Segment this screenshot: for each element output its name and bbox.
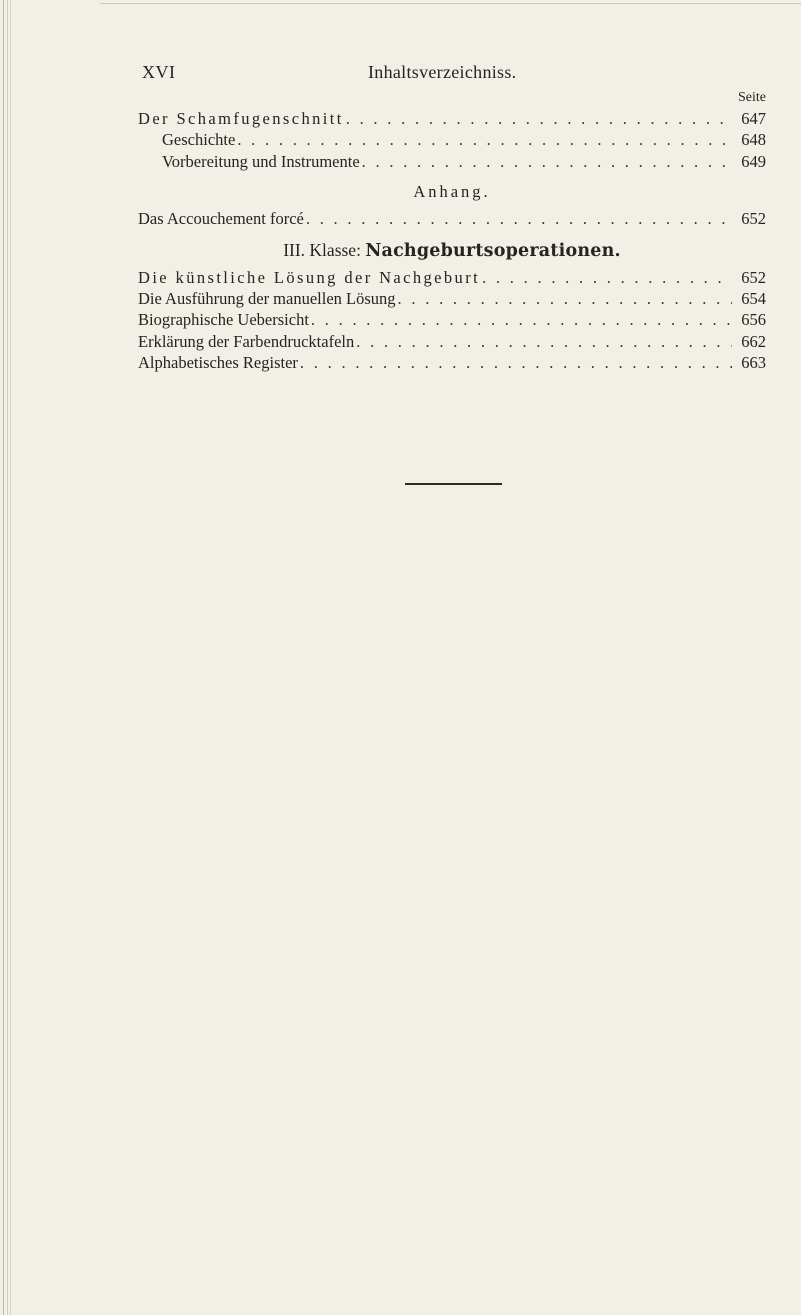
page-title: Inhaltsverzeichniss. <box>368 62 517 82</box>
page-edge-line <box>3 0 4 1315</box>
running-head <box>138 62 766 88</box>
dot-leader <box>311 309 732 330</box>
class-heading-name: Nachgeburtsoperationen. <box>365 240 621 261</box>
toc-entry-title: Erklärung der Farbendrucktafeln <box>138 331 355 351</box>
toc-entry-page: 652 <box>741 267 766 287</box>
toc-entry <box>138 352 766 373</box>
dot-leader <box>356 331 732 352</box>
toc-entry <box>138 331 766 352</box>
dot-leader <box>300 352 732 373</box>
toc-list <box>138 108 766 172</box>
toc-entry <box>138 309 766 330</box>
toc-entry-title: Der Schamfugenschnitt <box>138 109 344 128</box>
dot-leader <box>306 208 732 229</box>
toc-entry <box>138 288 766 309</box>
toc-list <box>138 208 766 229</box>
toc-entry-page: 663 <box>741 353 766 373</box>
toc-entry <box>138 151 766 172</box>
class-heading <box>138 237 766 263</box>
toc-entry-page: 652 <box>741 209 766 229</box>
toc-entry-title: Vorbereitung und Instrumente <box>162 151 360 171</box>
toc-entry-title: Das Accouchement forcé <box>138 209 304 229</box>
toc-entry-title: Die Ausführung der manuellen Lösung <box>138 288 396 308</box>
dot-leader <box>237 129 732 150</box>
toc-entry-title: Die künstliche Lösung der Nachgeburt <box>138 267 481 287</box>
end-rule-divider <box>405 483 502 485</box>
toc-entry-title: Alphabetisches Register <box>138 353 298 373</box>
dot-leader <box>346 108 732 129</box>
class-heading-prefix: III. Klasse: <box>283 239 361 260</box>
toc-page <box>138 62 766 374</box>
toc-entry-page: 648 <box>741 130 766 150</box>
dot-leader <box>398 288 732 309</box>
toc-entry-page: 649 <box>741 151 766 171</box>
page-edge-line <box>10 0 11 1315</box>
page-column-label: Seite <box>738 90 766 105</box>
page-edge-line <box>7 0 8 1315</box>
page-number: XVI <box>142 62 176 82</box>
appendix-heading: Anhang. <box>413 182 491 202</box>
toc-entry-page: 654 <box>741 288 766 308</box>
toc-entry <box>138 267 766 288</box>
toc-entry <box>138 108 766 129</box>
dot-leader <box>482 267 732 288</box>
toc-entry-title: Biographische Uebersicht <box>138 310 309 330</box>
page-top-edge <box>100 3 801 4</box>
toc-entry-page: 656 <box>741 310 766 330</box>
toc-entry-page: 662 <box>741 331 766 351</box>
toc-list <box>138 267 766 374</box>
toc-entry-title: Geschichte <box>162 130 236 150</box>
toc-entry-page: 647 <box>741 109 766 128</box>
toc-entry <box>138 129 766 150</box>
dot-leader <box>362 151 732 172</box>
toc-entry <box>138 208 766 229</box>
